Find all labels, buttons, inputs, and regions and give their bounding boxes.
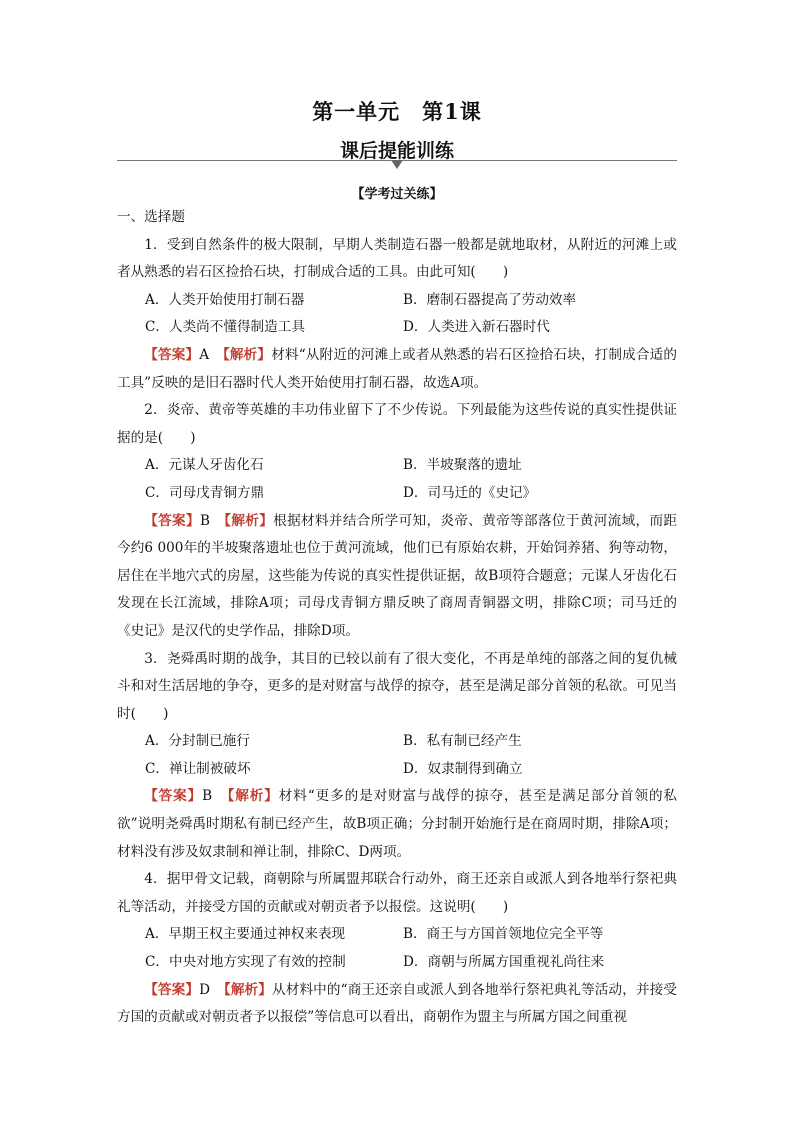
option-a: A．早期王权主要通过神权来表现	[145, 926, 346, 943]
option-d: D．商朝与所属方国重视礼尚往来	[403, 954, 605, 971]
option-a: A．人类开始使用打制石器	[145, 291, 305, 308]
option-list	[117, 287, 677, 342]
section-heading: 【学考过关练】	[351, 187, 443, 202]
answer-value: A	[199, 346, 210, 363]
option-b: B．商王与方国首领地位完全平等	[403, 926, 604, 943]
analysis-tag: 【解析】	[222, 346, 272, 363]
option-c: C．禅让制被破坏	[145, 760, 251, 777]
option-c: C．司母戊青铜方鼎	[145, 484, 265, 501]
option-list	[117, 921, 677, 976]
option-a: A．分封制已施行	[145, 733, 250, 750]
triangle-marker-icon	[391, 160, 403, 169]
answer-tag: 【答案】	[144, 981, 200, 998]
page-title: 第一单元 第1课	[312, 99, 482, 124]
analysis-text: 从材料中的“商王还亲自或派人到各地举行祭祀典礼等活动，并接受方国的贡献或对朝贡者予以报偿”等信息可以看出，商朝作为盟主与所属方国之间重视	[117, 981, 678, 1026]
option-d: D．人类进入新石器时代	[403, 319, 550, 336]
question-stem: 3．尧舜禹时期的战争，其目的已较以前有了很大变化，不再是单纯的部落之间的复仇械斗和对生活居地的争夺，更多的是对财富与战俘的掠夺，甚至是满足部分首领的私欲。可见当时( )	[117, 650, 677, 722]
answer-tag: 【答案】	[144, 346, 200, 363]
answer-block	[117, 977, 677, 1032]
part-title: 一、选择题	[117, 209, 185, 225]
option-b: B．半坡聚落的遗址	[403, 457, 522, 474]
answer-block	[117, 783, 677, 866]
option-list	[117, 452, 677, 507]
answer-block	[117, 508, 677, 646]
question-stem: 1．受到自然条件的极大限制，早期人类制造石器一般都是就地取材，从附近的河滩上或者从熟悉的岩石区捡拾石块，打制成合适的工具。由此可知( )	[117, 236, 677, 281]
option-b: B．私有制已经产生	[403, 733, 522, 750]
analysis-text: 材料“从附近的河滩上或者从熟悉的岩石区捡拾石块，打制成合适的工具”反映的是旧石器时代人类开始使用打制石器，故选A项。	[117, 346, 678, 391]
answer-block	[117, 342, 677, 397]
option-d: D．司马迁的《史记》	[403, 484, 537, 501]
analysis-text: 材料“更多的是对财富与战俘的掠夺，甚至是满足部分首领的私欲”说明尧舜禹时期私有制已经产生，故B项正确；分封制开始施行是在商周时期，排除A项；材料没有涉及奴隶制和禅让制，排除C、D两项。	[117, 788, 678, 860]
page-subtitle: 课后提能训练	[339, 140, 454, 162]
answer-value: B	[202, 788, 213, 805]
answer-value: B	[199, 512, 210, 529]
analysis-tag: 【解析】	[223, 981, 272, 998]
analysis-text: 根据材料并结合所学可知，炎帝、黄帝等部落位于黄河流域，而距今约6 000年的半坡聚落遗址也位于黄河流域，他们已有原始农耕，开始饲养猪、狗等动物，居住在半地穴式的房屋，这些能为传说的真实性提供证据，故B项符合题意；元谋人牙齿化石发现在长江流域，排除A项；司母戊青铜方鼎反映了商周青铜器文明，排除C项；司马迁的《史记》是汉代的史学作品，排除D项。	[117, 512, 678, 639]
option-a: A．元谋人牙齿化石	[145, 457, 264, 474]
option-c: C．中央对地方实现了有效的控制	[145, 954, 346, 971]
option-b: B．磨制石器提高了劳动效率	[403, 291, 577, 308]
answer-value: D	[199, 981, 211, 998]
question-stem: 2．炎帝、黄帝等英雄的丰功伟业留下了不少传说。下列最能为这些传说的真实性提供证据的是( )	[117, 402, 677, 446]
answer-tag: 【答案】	[144, 788, 203, 805]
analysis-tag: 【解析】	[227, 788, 279, 805]
option-c: C．人类尚不懂得制造工具	[145, 319, 305, 336]
analysis-tag: 【解析】	[224, 512, 274, 529]
question-stem: 4．据甲骨文记载，商朝除与所属盟邦联合行动外，商王还亲自或派人到各地举行祭祀典礼等活动，并接受方国的贡献或对朝贡者予以报偿。这说明( )	[117, 871, 677, 915]
option-list	[117, 728, 677, 783]
question-list	[117, 204, 677, 1032]
option-d: D．奴隶制得到确立	[403, 760, 523, 777]
answer-tag: 【答案】	[144, 512, 200, 529]
